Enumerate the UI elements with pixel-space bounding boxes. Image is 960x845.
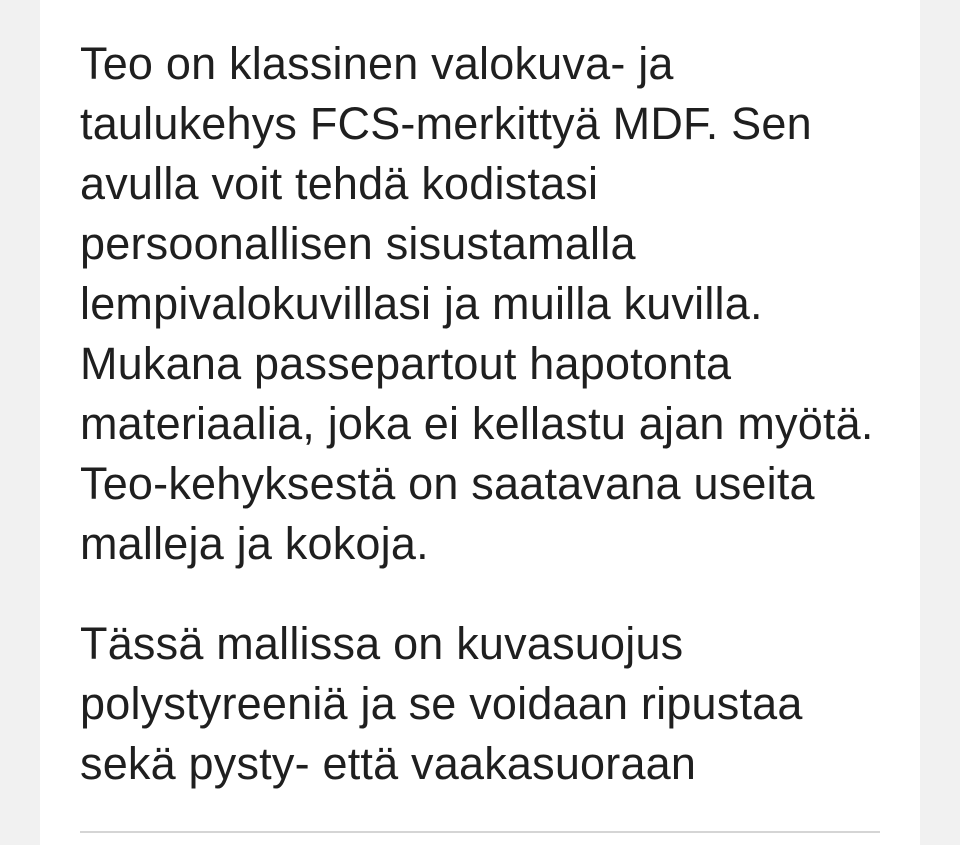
- text-line: materiaalia, joka ei kellastu ajan myötä.: [80, 398, 874, 449]
- product-description-paragraph-2: [80, 614, 880, 794]
- text-line: malleja ja kokoja.: [80, 518, 429, 569]
- text-line: Mukana passepartout hapotonta: [80, 338, 732, 389]
- product-description-paragraph-1: [80, 34, 880, 574]
- section-divider: [80, 831, 880, 833]
- product-description: [80, 34, 880, 794]
- text-line: taulukehys FCS-merkittyä MDF. Sen: [80, 98, 812, 149]
- right-gutter: [920, 0, 960, 845]
- left-gutter: [0, 0, 40, 845]
- text-line: persoonallisen sisustamalla: [80, 218, 636, 269]
- text-line: Teo on klassinen valokuva- ja: [80, 38, 674, 89]
- text-line: sekä pysty- että vaakasuoraan: [80, 738, 697, 789]
- text-line: Tässä mallissa on kuvasuojus: [80, 618, 684, 669]
- text-line: avulla voit tehdä kodistasi: [80, 158, 599, 209]
- text-line: Teo-kehyksestä on saatavana useita: [80, 458, 815, 509]
- text-line: polystyreeniä ja se voidaan ripustaa: [80, 678, 803, 729]
- text-line: lempivalokuvillasi ja muilla kuvilla.: [80, 278, 763, 329]
